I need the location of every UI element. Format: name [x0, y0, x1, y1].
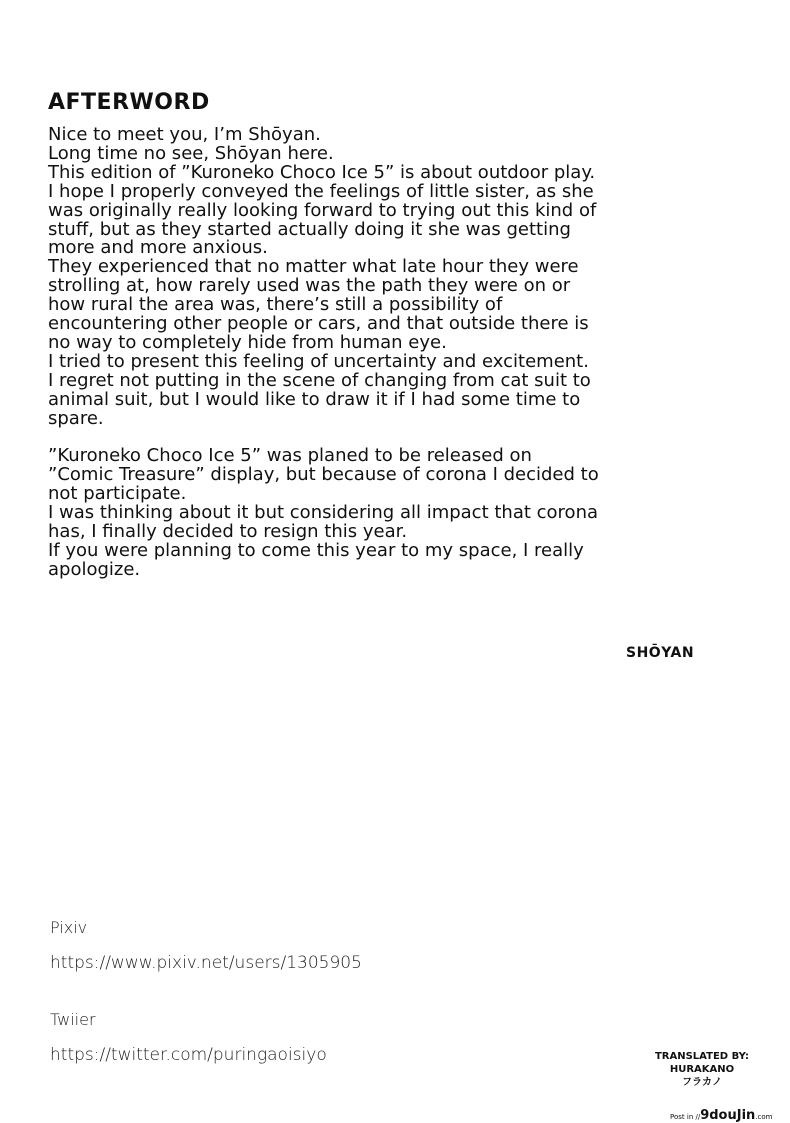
watermark-site: 9douJin	[700, 1108, 756, 1123]
text-line: I was thinking about it but considering all impact that corona	[48, 502, 599, 524]
text-line: ”Kuroneko Choco Ice 5” was planed to be released on	[48, 445, 532, 467]
pixiv-block	[50, 918, 362, 973]
pixiv-link[interactable]: https://www.pixiv.net/users/1305905	[50, 953, 362, 973]
text-line: ”Comic Treasure” display, but because of corona I decided to	[48, 464, 599, 486]
text-line: I hope I properly conveyed the feelings of little sister, as she	[48, 180, 594, 202]
text-line: strolling at, how rarely used was the path they were on or	[48, 275, 571, 297]
text-line: This edition of ”Kuroneko Choco Ice 5” is about outdoor play.	[48, 161, 596, 183]
text-line: was originally really looking forward to trying out this kind of	[48, 199, 597, 221]
site-watermark	[670, 1104, 782, 1123]
text-line: spare.	[48, 407, 104, 429]
text-line: Nice to meet you, I’m Shōyan.	[48, 124, 321, 145]
watermark-prefix: Post in //	[670, 1113, 701, 1121]
text-line: how rural the area was, there’s still a possibility of	[48, 294, 503, 316]
text-line: not participate.	[48, 483, 187, 505]
text-line: They experienced that no matter what late hour they were	[48, 256, 579, 278]
twitter-block	[50, 1010, 327, 1065]
text-line: apologize.	[48, 558, 141, 580]
pixiv-label: Pixiv	[50, 918, 88, 937]
text-line: has, I finally decided to resign this year.	[48, 521, 408, 543]
text-line: stuff, but as they started actually doing it she was getting	[48, 218, 571, 240]
text-line: If you were planning to come this year to my space, I really	[48, 539, 584, 561]
text-line: I tried to present this feeling of uncertainty and excitement.	[48, 350, 589, 372]
text-line: encountering other people or cars, and that outside there is	[48, 313, 589, 335]
translator-name: HURAKANO	[669, 1064, 735, 1075]
text-line: Long time no see, Shōyan here.	[48, 142, 334, 164]
watermark-suffix: .com	[755, 1113, 773, 1121]
twitter-link[interactable]: https://twitter.com/puringaoisiyo	[50, 1045, 327, 1065]
credits-heading: TRANSLATED BY:	[654, 1051, 750, 1062]
twitter-label: Twiier	[50, 1010, 96, 1029]
text-line: animal suit, but I would like to draw it if I had some time to	[48, 388, 581, 410]
text-line: I regret not putting in the scene of changing from cat suit to	[48, 369, 591, 391]
translator-credits	[648, 1050, 756, 1089]
page-title: AFTERWORD	[48, 90, 210, 115]
author-signature: SHŌYAN	[626, 645, 695, 661]
translator-name-katakana: フラカノ	[682, 1077, 722, 1088]
afterword-text	[48, 126, 748, 580]
text-line: more and more anxious.	[48, 237, 268, 259]
text-line: no way to completely hide from human eye.	[48, 331, 447, 353]
